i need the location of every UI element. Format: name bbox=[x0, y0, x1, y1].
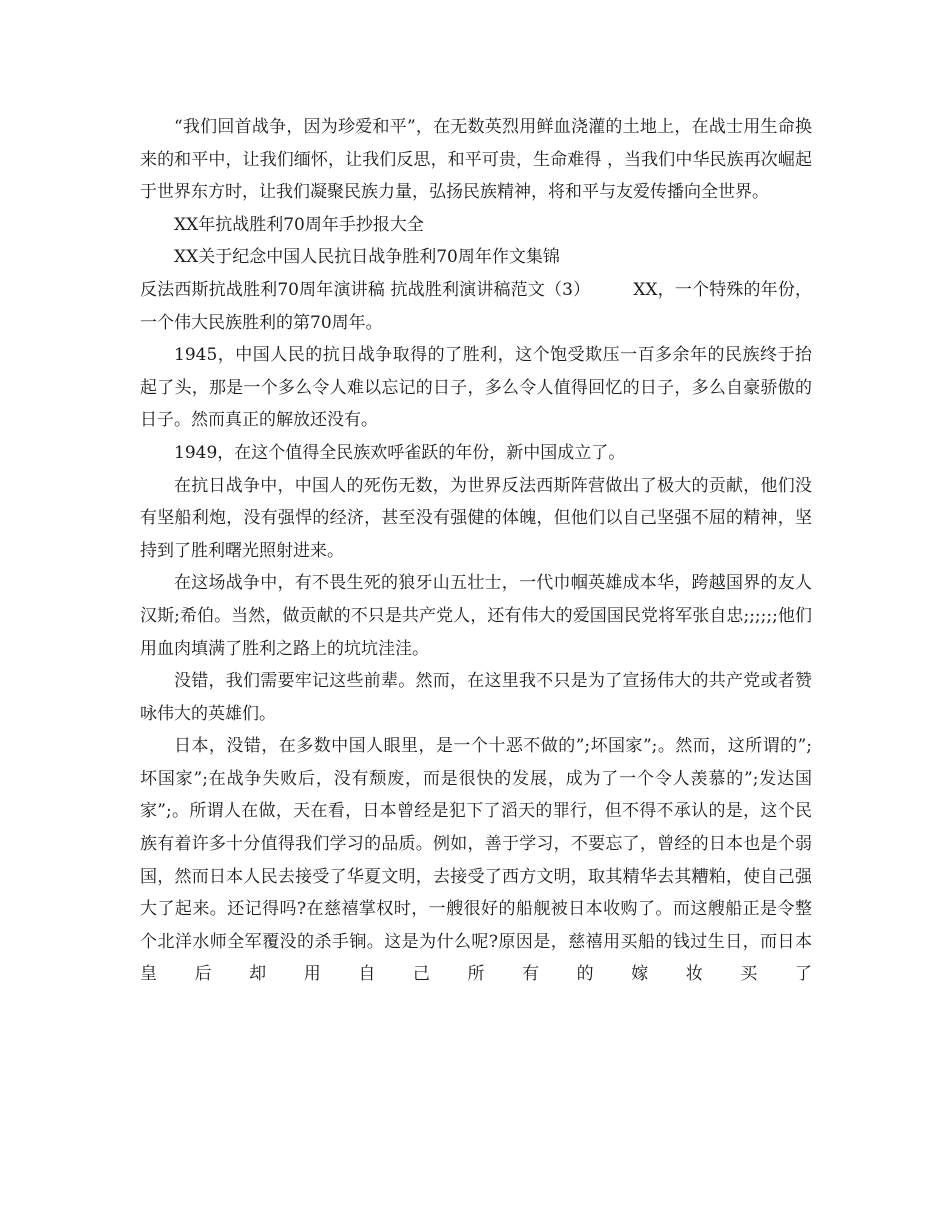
paragraph-casualties: 在抗日战争中，中国人的死伤无数，为世界反法西斯阵营做出了极大的贡献，他们没有坚船利炮，没有强悍的经济，甚至没有强健的体魄，但他们以自己坚强不屈的精神，坚持到了胜利曙光照射进来。 bbox=[140, 475, 812, 561]
paragraph-1949: 1949，在这个值得全民族欢呼雀跃的年份，新中国成立了。 bbox=[174, 442, 626, 463]
paragraph-remember: 没错，我们需要牢记这些前辈。然而，在这里我不只是为了宣扬伟大的共产党或者赞咏伟大的英雄们。 bbox=[140, 671, 812, 724]
paragraph-heroes: 在这场战争中，有不畏生死的狼牙山五壮士，一代巾帼英雄成本华，跨越国界的友人汉斯;希伯。当然，做贡献的不只是共产党人，还有伟大的爱国国民党将军张自忠;;;;;;他们用血肉填满了胜利之路上的坑坑洼洼。 bbox=[140, 573, 812, 659]
paragraph-1945: 1945，中国人民的抗日战争取得的了胜利，这个饱受欺压一百多余年的民族终于抬起了头，那是一个多么令人难以忘记的日子，多么令人值得回忆的日子，多么自豪骄傲的日子。然而真正的解放还没有。 bbox=[140, 345, 812, 431]
paragraph-japan: 日本，没错，在多数中国人眼里，是一个十恶不做的”;坏国家”;。然而，这所谓的”;坏国家”;在战争失败后，没有颓废，而是很快的发展，成为了一个令人羡慕的”;发达国家”;。所谓人在做，天在看，日本曾经是犯下了滔天的罪行，但不得不承认的是，这个民族有着许多十分值得我们学习的品质。例如，善于学习，不要忘了，曾经的日本也是个弱国，然而日本人民去接受了华夏文明，去接受了西方文明，取其精华去其糟粕，使自己强大了起来。还记得吗?在慈禧掌权时，一艘很好的船舰被日本收购了。而这艘船正是令整个北洋水师全军覆没的杀手锏。这是为什么呢?原因是，慈禧用买船的钱过生日，而日本皇后却用自己所有的嫁妆买了 bbox=[140, 736, 812, 985]
paragraph-speech-heading: 反法西斯抗战胜利70周年演讲稿 抗战胜利演讲稿范文（3） XX，一个特殊的年份，一个伟大民族胜利的第70周年。 bbox=[140, 279, 812, 333]
paragraph-title-handcopy: XX年抗战胜利70周年手抄报大全 bbox=[174, 214, 424, 235]
document-body bbox=[140, 111, 812, 991]
paragraph-peace: “我们回首战争，因为珍爱和平”，在无数英烈用鲜血浇灌的土地上，在战士用生命换来的和平中，让我们缅怀，让我们反思，和平可贵，生命难得 ，当我们中华民族再次崛起于世界东方时，让我们凝聚民族力量，弘扬民族精神，将和平与友爱传播向全世界。 bbox=[140, 117, 812, 203]
paragraph-title-essays: XX关于纪念中国人民抗日战争胜利70周年作文集锦 bbox=[174, 247, 560, 268]
